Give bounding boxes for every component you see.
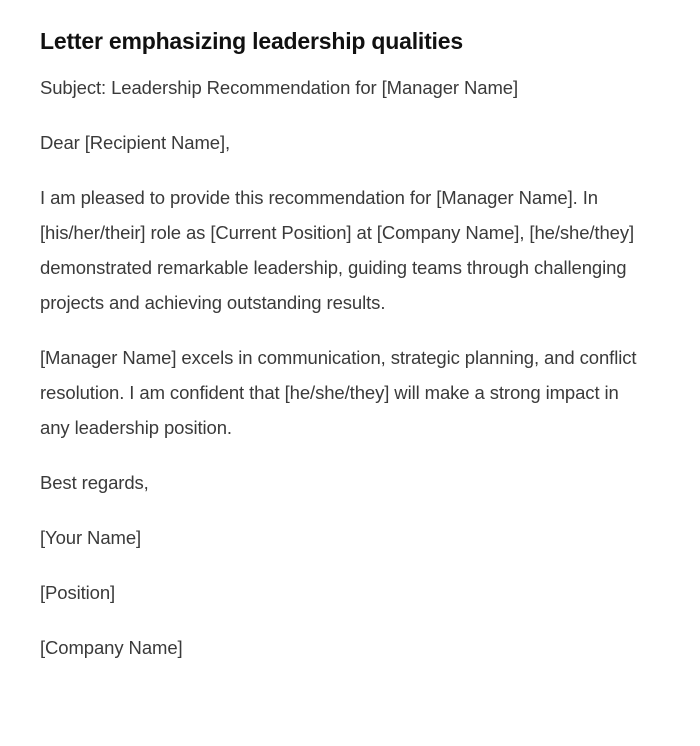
- page-title: Letter emphasizing leadership qualities: [40, 28, 463, 54]
- signature-name: [Your Name]: [40, 527, 142, 548]
- signature-company: [Company Name]: [40, 637, 183, 658]
- body-paragraph-1: I am pleased to provide this recommendation for [Manager Name]. In [his/her/their] role as [Current Position] at [Company Name], [he/she/they] demonstrated remarkable leadership, guiding teams through challenging projects and achieving outstanding results.: [40, 187, 635, 313]
- body-paragraph-2: [Manager Name] excels in communication, strategic planning, and conflict resolution. I am confident that [he/she/they] will make a strong impact in any leadership position.: [40, 347, 637, 438]
- closing-line: Best regards,: [40, 472, 149, 493]
- signature-position: [Position]: [40, 582, 116, 603]
- subject-line: Subject: Leadership Recommendation for [Manager Name]: [40, 77, 519, 98]
- salutation: Dear [Recipient Name],: [40, 132, 231, 153]
